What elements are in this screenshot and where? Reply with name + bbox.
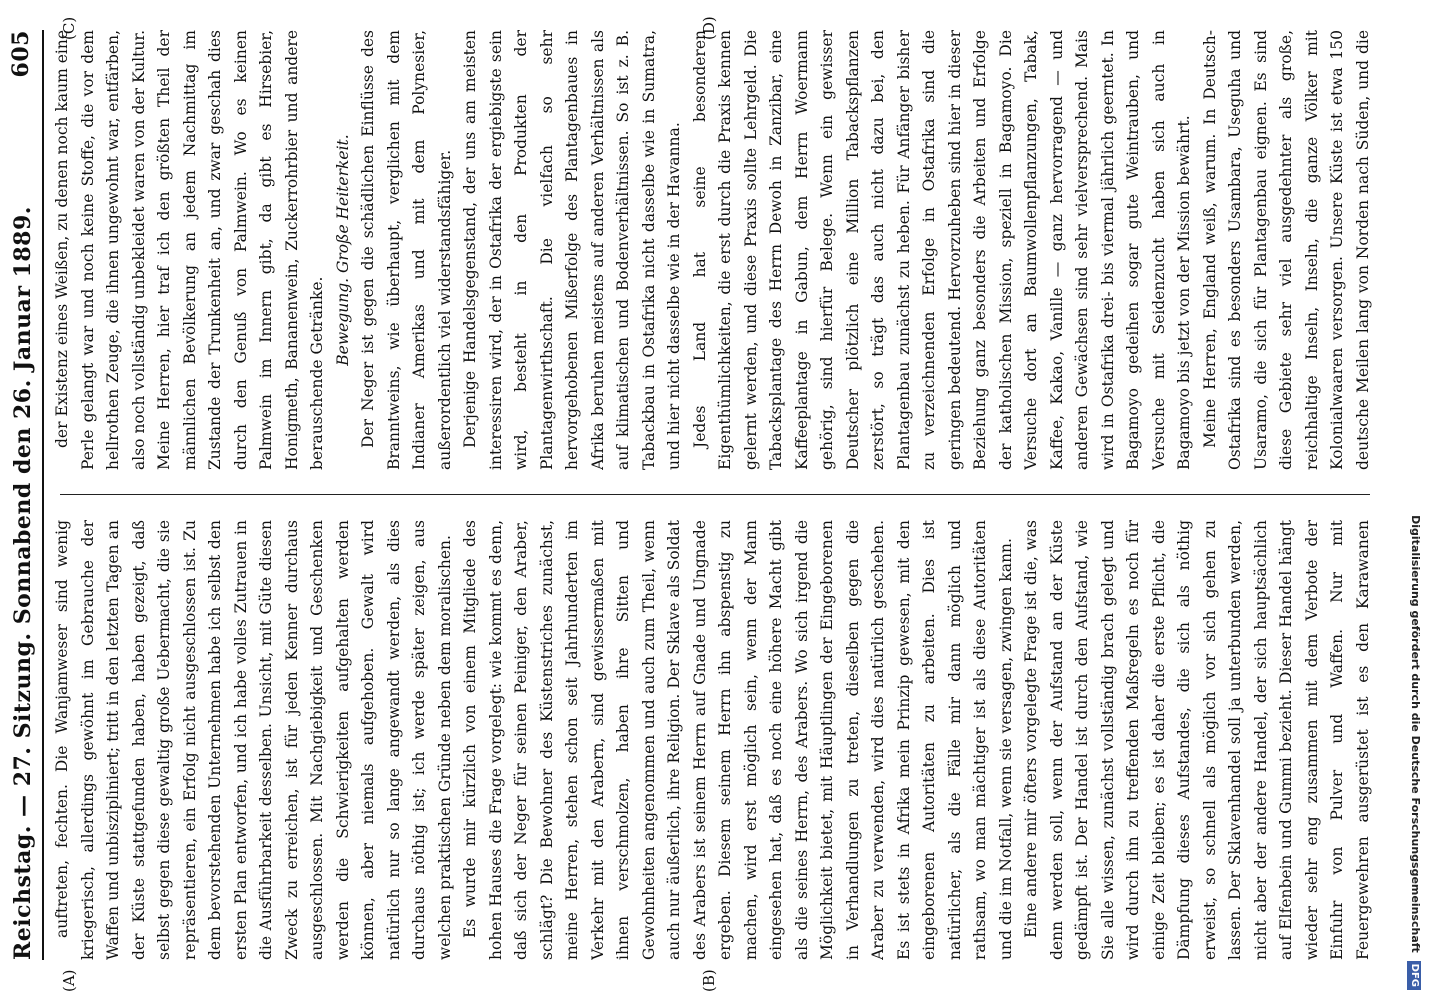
paragraph: der Existenz eines Weißen, zu denen noch kaum eine Perle gelangt war und noch keine Stoffe, die vor dem hellrothen Zeuge, die ihnen ungewohnt war, entfärben, also noch vollständig unbekleidet waren von der Kultur. Meine Herren, hier traf ich den größten Theil der männlichen Bevölkerung an jedem Nachmittag im Zustande der Trunkenheit an, und zwar geschah dies durch den Genuß von Palmwein. Wo es keinen Palmwein im Innern gibt, da gibt es Hirsebier, Honigmeth, Bananenwein, Zuckerrohrbier und andere berauschende Getränke. (53, 30, 326, 470)
header-rule (42, 30, 44, 960)
page-number: 605 (8, 30, 34, 78)
paragraph: Der Neger ist gegen die schädlichen Einflüsse des Branntweins, wie überhaupt, verglichen mit dem Indianer Amerikas und mit dem Polynesier, außerordentlich viel widerstandsfähiger. (359, 30, 454, 470)
paragraph: Derjenige Handelsgegenstand, der uns am meisten interessiren wird, der in Ostafrika der ergiebigste sein wird, besteht in den Produkten der Plantagenwirthschaft. Die vielfach so sehr hervorgehobenen Mißerfolge des Plantagenbaues in Afrika beruhen meistens auf anderen Verhältnissen als auf klimatischen und Bodenverhältnissen. So ist z. B. Tabackbau in Ostafrika nicht dasselbe wie in Sumatra, und hier nicht dasselbe wie in der Havanna. (461, 30, 683, 470)
dfg-logo: DFG (1407, 961, 1421, 990)
dfg-notice-strip (1402, 0, 1428, 1000)
column-left (50, 520, 1380, 960)
paragraph: auftreten, fechten. Die Wanjamweser sind wenig kriegerisch, allerdings gewöhnt im Gebrauche der Waffen und unbiszipliniert; tritt in den letzten Tagen an der Küste stattgefunden haben, haben gezeigt, daß selbst gegen diese gewaltig große Uebermacht, die sie repräsentieren, ein Erfolg nicht ausgeschlossen ist. Zu dem bevorstehenden Unternehmen habe ich selbst den ersten Plan entworfen, und ich habe volles Zutrauen in die Ausführbarkeit desselben. Unsicht, mit Güte diesen Zweck zu erreichen, ist für jeden Kenner durchaus ausgeschlossen. Mit Nachgiebigkeit und Geschenken werden die Schwierigkeiten aufgehalten werden können, aber niemals aufgehoben. Gewalt wird natürlich nur so lange angewandt werden, als dies durchaus nöthig ist; ich werde später zeigen, aus welchen praktischen Gründe neben dem moralischen. (53, 520, 454, 960)
running-head: Reichstag. — 27. Sitzung. Sonnabend den 26. Januar 1889. (10, 206, 36, 960)
stage-direction: Bewegung. Große Heiterkeit. (333, 134, 352, 366)
column-right (50, 30, 1380, 470)
page-header (6, 30, 46, 960)
margin-mark-a: (A) (60, 969, 78, 992)
margin-mark-b: (B) (700, 969, 718, 992)
paragraph: Jedes Land hat seine besonderen Eigenthümlichkeiten, die erst durch die Praxis kennen gelernt werden, und diese Praxis sollte Lehrgeld. Die Tabacksplantage des Herrn Dewoh in Zanzibar, eine Kaffeeplantage in Gabun, dem Herrn Woermann gehörig, sind hierfür Belege. Wenn ein gewisser Deutscher plötzlich eine Million Tabackspflanzen zerstört, so trägt das auch nicht dazu bei, den Plantagenbau zunächst zu heben. Für Anfänger bisher zu verzeichnenden Erfolge in Ostafrika sind die geringen bedeutend. Hervorzuheben sind hier in dieser Beziehung ganz besonders die Arbeiten und Erfolge der katholischen Mission, speziell in Bagamoyo. Die Versuche dort an Baumwollenpflanzungen, Tabak, Kaffee, Kakao, Vanille — ganz hervorragend — und anderen Gewächsen sind sehr vielversprechend. Mais wird in Ostafrika drei- bis viermal jährlich geerntet. In Bagamoyo gedeihen sogar gute Weintrauben, und Versuche mit Seidenzucht haben sich auch in Bagamoyo bis jetzt von der Mission bewährt. (690, 30, 1193, 470)
margin-mark-d: (D) (700, 16, 718, 40)
paragraph: Es wurde mir kürzlich von einem Mitgliede des hohen Hauses die Frage vorgelegt: wie kommt es denn, daß sich der Neger für seinen Peiniger, den Araber, schlägt? Die Bewohner des Küstenstriches zunächst, meine Herren, stehen schon seit Jahrhunderten im Verkehr mit den Arabern, sind gewissermaßen mit ihnen verschmolzen, haben ihre Sitten und Gewohnheiten angenommen und auch zum Theil, wenn auch nur äußerlich, ihre Religion. Der Sklave als Soldat des Arabers ist seinem Herrn auf Gnade und Ungnade ergeben. Diesem seinem Herrn ihn abspenstig zu machen, wird erst möglich sein, wenn der Mann eingesehen hat, daß es noch eine höhere Macht gibt als die seines Herrn, des Arabers. Wo sich irgend die Möglichkeit bietet, mit Häuptlingen der Eingeborenen in Verhandlungen zu treten, dieselben gegen die Araber zu verwenden, wird dies natürlich geschehen. Es ist stets in Afrika mein Prinzip gewesen, mit den eingeborenen Autoritäten zu arbeiten. Dies ist natürlicher, als die Fälle mir dann möglich und rathsam, wo man mächtiger ist als diese Autoritäten und die im Notfall, wenn sie versagen, zwingen kann. (461, 520, 1015, 960)
dfg-sidebar (1402, 0, 1428, 1000)
paragraph: Eine andere mir öfters vorgelegte Frage ist die, was denn werden soll, wenn der Aufstand an der Küste gedämpft ist. Der Handel ist durch den Aufstand, wie Sie alle wissen, zunächst vollständig brach gelegt und wird durch ihn zu treffenden Maßregeln es noch für einige Zeit bleiben; es ist daher die erste Pflicht, die Dämpfung dieses Aufstandes, die sich als nöthig erweist, so schnell als möglich vor sich gehen zu lassen. Der Sklavenhandel soll ja unterbunden werden, nicht aber der andere Handel, der sich hauptsächlich auf Elfenbein und Gummi bezieht. Dieser Handel hängt wieder sehr eng zusammen mit dem Verbote der Einfuhr von Pulver und Waffen. Nur mit Feuergewehren ausgerüstet ist es den Karawanen (1022, 520, 1372, 960)
paragraph: Meine Herren, England weiß, warum. In Deutsch-Ostafrika sind es besonders Usambara, Useguha und Usaramo, die sich für Plantagenbau eignen. Es sind diese Gebiete sehr viel ausgedehnter als große, reichhaltige Inseln, Inseln, die ganze Völker mit Kolonialwaaren versorgen. Unsere Küste ist etwa 150 deutsche Meilen lang von Norden nach Süden, und die (1200, 30, 1372, 470)
dfg-notice: Digitalisierung gefördert durch die Deutsche Forschungsgemeinschaft (1409, 515, 1422, 953)
margin-mark-c: (C) (60, 16, 78, 40)
column-divider (60, 494, 1370, 495)
